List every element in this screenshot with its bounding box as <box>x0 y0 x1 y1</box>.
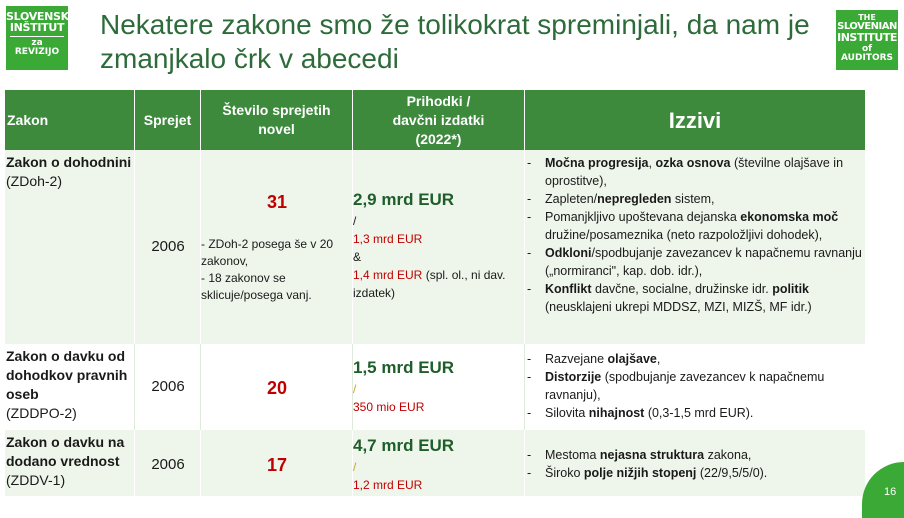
revenue-cell <box>353 356 525 416</box>
logo-right-line1: SLOVENIAN <box>837 21 897 32</box>
table-row <box>5 150 865 344</box>
law-title: Zakon o davku na dodano vrednost <box>6 434 125 469</box>
sir-logo <box>6 6 73 70</box>
list-item: - Silovita nihajnost (0,3-1,5 mrd EUR). <box>525 404 863 422</box>
header-zakon: Zakon <box>5 90 135 150</box>
table-row <box>5 344 865 430</box>
tax-expenditure: 350 mio EUR <box>353 400 425 414</box>
law-name <box>6 153 134 191</box>
tax-expenditure-2: 1,4 mrd EUR <box>353 268 423 282</box>
tax-expenditure: 1,3 mrd EUR <box>353 232 423 246</box>
revenue-cell <box>353 188 525 302</box>
revenue-slash: / <box>353 382 357 396</box>
list-item: - Mestoma nejasna struktura zakona, <box>525 446 863 464</box>
revenue-amount: 2,9 mrd EUR <box>353 190 455 209</box>
law-name <box>6 433 134 490</box>
law-name <box>6 347 134 423</box>
list-item: - Distorzije (spodbujanje zavezancev k napačnemu ravnanju), <box>525 368 863 404</box>
logo-right-line3: of AUDITORS <box>840 44 894 63</box>
institute-logo <box>836 10 898 70</box>
list-item: - Pomanjkljivo upoštevana dejanska ekonomska moč družine/posameznika (neto razpoložljivi dohodek), <box>525 208 863 244</box>
law-title: Zakon o davku od dohodkov pravnih oseb <box>6 348 128 402</box>
challenges-list <box>525 446 863 482</box>
header-prihodki-l1: Prihodki / <box>406 92 471 109</box>
revenue-cell <box>353 434 525 494</box>
novele-note-1: - ZDoh-2 posega še v 20 zakonov, <box>201 237 334 268</box>
header-izzivi: Izzivi <box>525 90 865 150</box>
logo-right-line2: INSTITUTE <box>837 31 897 44</box>
challenges-list <box>525 350 863 422</box>
slide-title: Nekatere zakone smo že tolikokrat spreminjali, da nam je zmanjkalo črk v abecedi <box>100 9 810 74</box>
list-item: - Zapleten/nepregleden sistem, <box>525 190 863 208</box>
list-item: - Močna progresija, ozka osnova (številne olajšave in oprostitve), <box>525 154 863 190</box>
novele-count: 31 <box>266 192 288 212</box>
law-abbr: (ZDDV-1) <box>6 472 66 488</box>
tax-expenditure-2-note: (spl. ol., ni dav. izdatek) <box>353 268 506 300</box>
law-year: 2006 <box>151 378 185 395</box>
revenue-slash: / <box>353 460 357 474</box>
header-prihodki <box>353 90 525 150</box>
logo-left-line2: INŠTITUT <box>9 21 65 34</box>
header-novele: Število sprejetih novel <box>201 90 353 150</box>
law-year: 2006 <box>151 456 185 473</box>
novele-note <box>201 236 353 304</box>
list-item: - Razvejane olajšave, <box>525 350 863 368</box>
law-year: 2006 <box>151 238 185 255</box>
challenges-list <box>525 154 863 316</box>
list-item: - Široko polje nižjih stopenj (22/9,5/5/0). <box>525 464 863 482</box>
table-row <box>5 430 865 496</box>
header-sprejet: Sprejet <box>135 90 201 150</box>
header-prihodki-l2: davčni izdatki <box>392 111 485 128</box>
logo-right-line0: THE <box>858 13 876 22</box>
tax-expenditure: 1,2 mrd EUR <box>353 478 423 492</box>
header-prihodki-l3: (2022*) <box>415 130 462 147</box>
page-number: 16 <box>862 462 904 518</box>
revenue-amp: & <box>353 250 362 264</box>
novele-count: 20 <box>266 378 288 398</box>
revenue-slash: / <box>353 214 357 228</box>
revenue-amount: 1,5 mrd EUR <box>353 358 455 377</box>
novele-note-2: - 18 zakonov se sklicuje/posega vanj. <box>201 271 312 302</box>
novele-count: 17 <box>266 455 288 475</box>
list-item: - Konflikt davčne, socialne, družinske idr. politik (neusklajeni ukrepi MDDSZ, MZI, MIZŠ, MF idr.) <box>525 280 863 316</box>
law-abbr: (ZDoh-2) <box>6 173 63 189</box>
revenue-amount: 4,7 mrd EUR <box>353 436 455 455</box>
logo-left-line3: za REVIZIJO <box>10 36 64 57</box>
law-title: Zakon o dohodnini <box>6 154 132 170</box>
law-abbr: (ZDDPO-2) <box>6 405 77 421</box>
logo-left-line1: SLOVENSKI <box>6 10 73 23</box>
list-item: - Odkloni/spodbujanje zavezancev k napačnemu ravnanju („normiranci", kap. dob. idr.), <box>525 244 863 280</box>
